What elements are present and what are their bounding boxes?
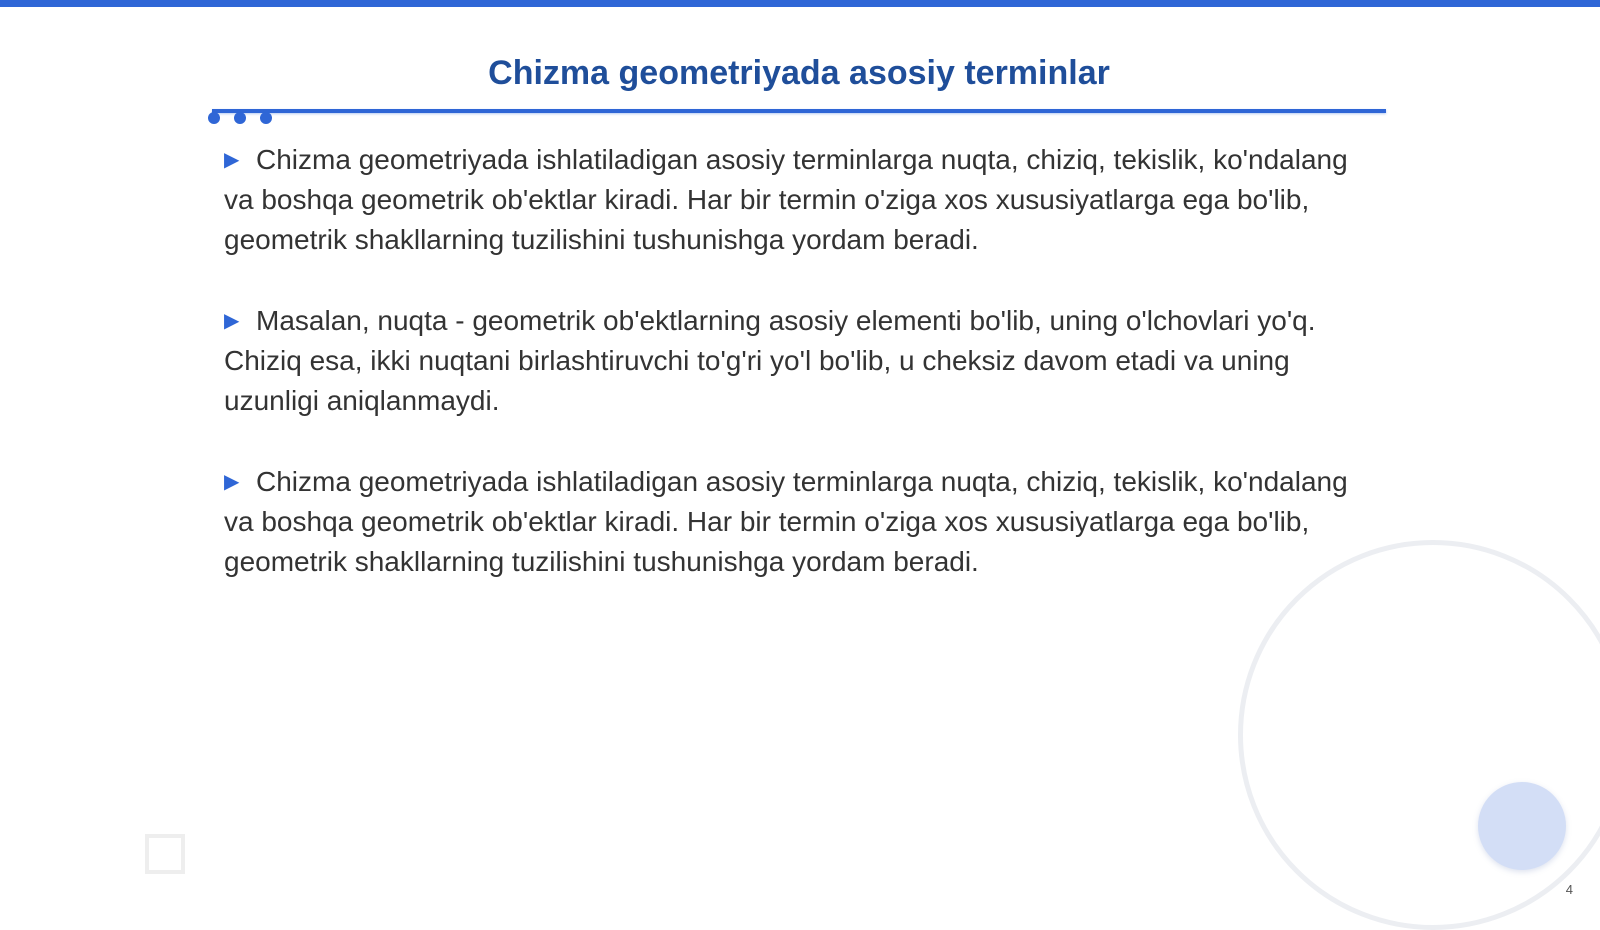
title-underline — [212, 109, 1386, 113]
bullet-text: Chizma geometriyada ishlatiladigan asosiy terminlarga nuqta, chiziq, tekislik, ko'ndalang va boshqa geometrik ob'ektlar kiradi. Har bir termin o'ziga xos xususiyatlarga ega bo'lib, geometrik shakllarning tuzilishini tushunishga yordam beradi. — [224, 466, 1348, 577]
bullet-item — [224, 140, 1374, 260]
bullet-arrow-icon: ▶ — [224, 149, 240, 171]
bullet-text: Masalan, nuqta - geometrik ob'ektlarning asosiy elementi bo'lib, uning o'lchovlari yo'q. Chiziq esa, ikki nuqtani birlashtiruvchi to'g'ri yo'l bo'lib, u cheksiz davom etadi va uning uzunligi aniqlanmaydi. — [224, 305, 1316, 416]
page-number: 4 — [1565, 882, 1573, 897]
bullet-arrow-icon: ▶ — [224, 471, 240, 493]
slide-title: Chizma geometriyada asosiy terminlar — [488, 54, 1110, 92]
bullet-text: Chizma geometriyada ishlatiladigan asosiy terminlarga nuqta, chiziq, tekislik, ko'ndalang va boshqa geometrik ob'ektlar kiradi. Har bir termin o'ziga xos xususiyatlarga ega bo'lib, geometrik shakllarning tuzilishini tushunishga yordam beradi. — [224, 144, 1348, 255]
bullet-list — [224, 140, 1374, 623]
decorative-dot — [260, 112, 272, 124]
top-accent-bar — [0, 0, 1600, 7]
decorative-dot — [234, 112, 246, 124]
bullet-item — [224, 301, 1374, 421]
decorative-square — [145, 834, 185, 874]
decorative-circle — [1478, 782, 1566, 870]
bullet-arrow-icon: ▶ — [224, 310, 240, 332]
bullet-item — [224, 462, 1374, 582]
decorative-ring — [1238, 540, 1600, 930]
decorative-dot — [208, 112, 220, 124]
